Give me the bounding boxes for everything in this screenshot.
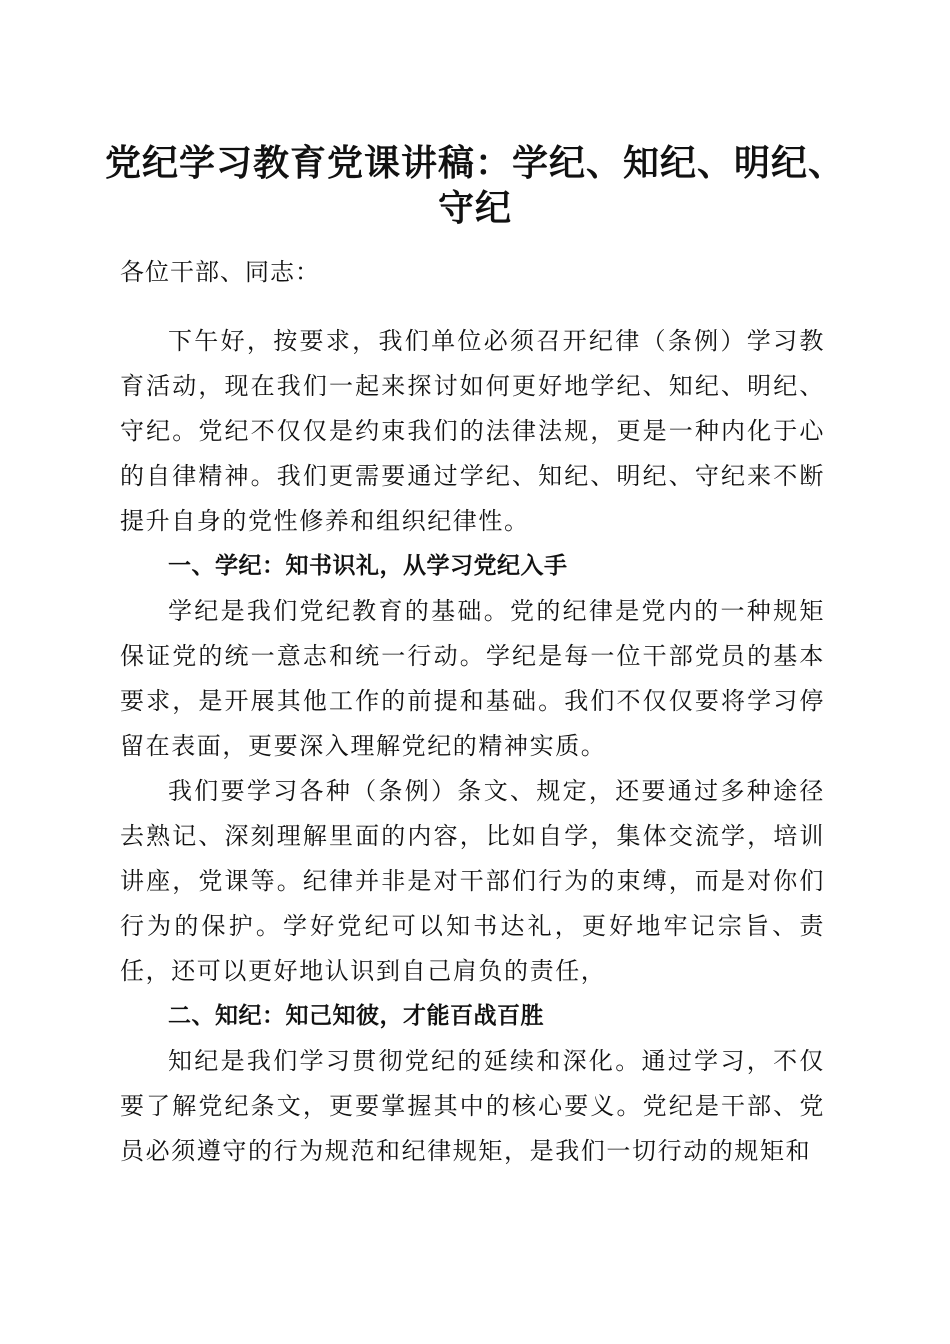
document-title-line-2: 守纪 bbox=[437, 187, 512, 229]
section-heading-1: 一、学纪：知书识礼，从学习党纪入手 bbox=[168, 553, 568, 579]
document-title-line-1: 党纪学习教育党课讲稿：学纪、知纪、明纪、 bbox=[104, 142, 845, 184]
salutation: 各位干部、同志： bbox=[120, 258, 320, 286]
section-heading-2: 二、知纪：知己知彼，才能百战百胜 bbox=[168, 1003, 544, 1029]
paragraph-intro: 下午好，按要求，我们单位必须召开纪律（条例）学习教育活动，现在我们一起来探讨如何更好地学纪、知纪、明纪、守纪。党纪不仅仅是约束我们的法律法规，更是一种内化于心的自律精神。我们更需要通过学纪、知纪、明纪、守纪来不断提升自身的党性修养和组织纪律性。 bbox=[120, 327, 825, 535]
paragraph-section1-a: 学纪是我们党纪教育的基础。党的纪律是党内的一种规矩保证党的统一意志和统一行动。学纪是每一位干部党员的基本要求，是开展其他工作的前提和基础。我们不仅仅要将学习停留在表面，更要深入理解党纪的精神实质。 bbox=[120, 597, 825, 760]
paragraph-section1-b: 我们要学习各种（条例）条文、规定，还要通过多种途径去熟记、深刻理解里面的内容，比如自学，集体交流学，培训讲座，党课等。纪律并非是对干部们行为的束缚，而是对你们行为的保护。学好党纪可以知书达礼，更好地牢记宗旨、责任，还可以更好地认识到自己肩负的责任， bbox=[120, 777, 825, 985]
paragraph-section2-a: 知纪是我们学习贯彻党纪的延续和深化。通过学习，不仅要了解党纪条文，更要掌握其中的核心要义。党纪是干部、党员必须遵守的行为规范和纪律规矩，是我们一切行动的规矩和 bbox=[120, 1047, 825, 1165]
